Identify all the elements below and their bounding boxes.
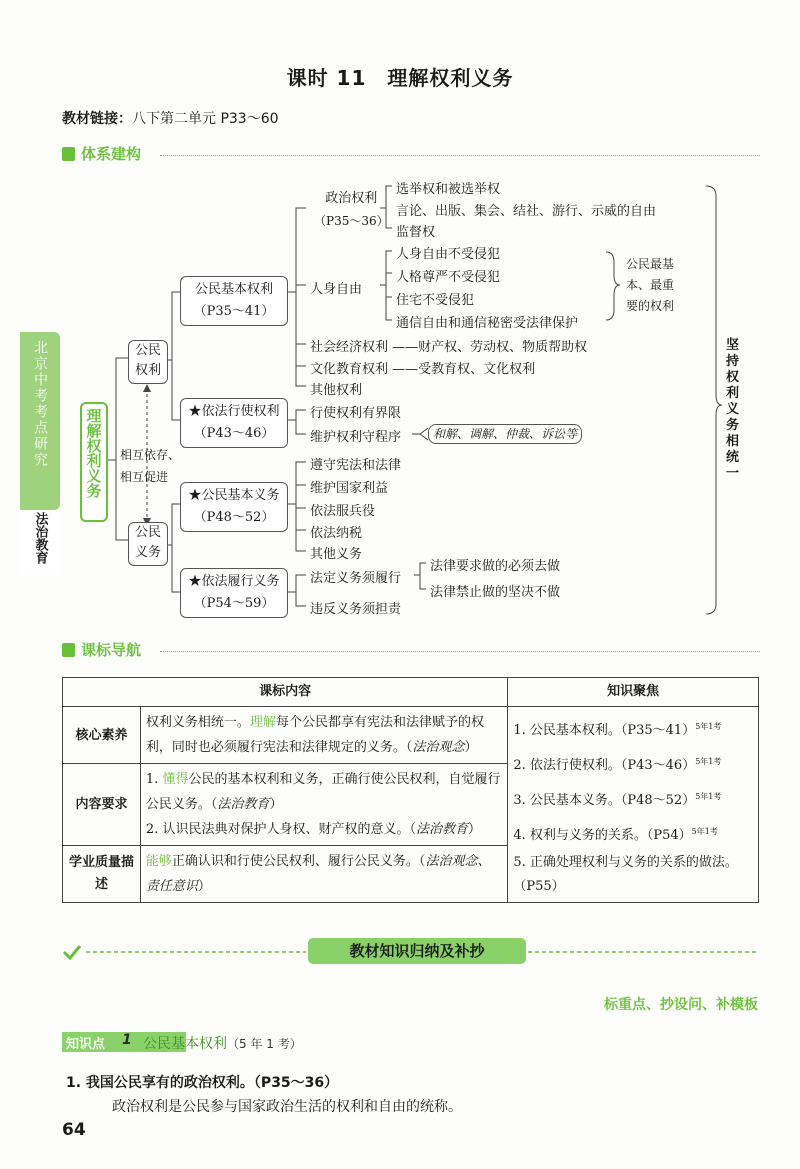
table-cell xyxy=(140,707,507,764)
political-node xyxy=(314,188,389,232)
row-label: 核心素养 xyxy=(63,707,141,764)
focus-sup: 5年1考 xyxy=(695,756,722,766)
social-rights: 社会经济权利 ——财产权、劳动权、物质帮助权 xyxy=(310,340,588,355)
knowledge-point-label: 知识点 xyxy=(66,1037,106,1052)
basic-duties-label: ★公民基本义务 xyxy=(188,488,280,503)
personal-node: 人身自由 xyxy=(310,282,363,297)
row-label: 内容要求 xyxy=(63,764,141,846)
cell-text: ） xyxy=(197,879,211,894)
personal-item-1: 人身自由不受侵犯 xyxy=(396,247,501,262)
cell-text: ） xyxy=(269,797,283,812)
duties-node xyxy=(128,522,168,566)
duty-item-1: 遵守宪法和法律 xyxy=(310,458,402,473)
tagline: 标重点、抄设问、补模板 xyxy=(604,997,758,1013)
relation-line-2: 相互促进 xyxy=(120,470,169,484)
focus-cell xyxy=(508,707,759,903)
focus-sup: 5年1考 xyxy=(691,826,718,836)
cell-text: 每个公民都享有宪法和法律赋予的权利，同时也必须履行宪法和法律规定的义务。（ xyxy=(145,715,484,755)
item-heading: 1. 我国公民享有的政治权利。（P35～36） xyxy=(66,1075,339,1091)
table-cell xyxy=(140,764,507,846)
lawful-rights-label: ★依法行使权利 xyxy=(188,404,280,419)
duties-node-label: 公民义务 xyxy=(134,525,161,560)
root-node-label: 理解权利义务 xyxy=(84,408,103,498)
pencil-icon xyxy=(62,643,75,657)
table-header-row xyxy=(63,678,759,707)
knowledge-point-count: （5 年 1 考） xyxy=(227,1037,302,1051)
page-title: 课时 11 理解权利义务 xyxy=(286,66,514,90)
cell-text: 权利义务相统一。 xyxy=(145,715,250,730)
textbook-link-value: 八下第二单元 P33～60 xyxy=(132,111,279,127)
culture-rights: 文化教育权利 ——受教育权、文化权利 xyxy=(310,362,536,377)
side-tab-lower-label: 法治教育 xyxy=(32,512,48,564)
table-cell xyxy=(140,846,507,903)
cell-text: ） xyxy=(464,740,478,755)
focus-text: 1. 公民基本权利。（P35～41） xyxy=(513,722,696,738)
political-item-1: 选举权和被选举权 xyxy=(396,182,501,197)
focus-item xyxy=(513,711,753,746)
curriculum-table xyxy=(62,677,759,903)
focus-text: 4. 权利与义务的关系。（P54） xyxy=(513,827,692,843)
focus-item xyxy=(513,781,753,816)
duty-item-5: 其他义务 xyxy=(310,547,363,562)
item-body: 政治权利是公民参与国家政治生活的权利和自由的统称。 xyxy=(112,1099,462,1115)
focus-sup: 5年1考 xyxy=(695,791,722,801)
exercise-limit: 行使权利有界限 xyxy=(310,406,402,421)
section-curriculum-heading xyxy=(62,639,141,660)
cell-italic: 法治观念、责任意识 xyxy=(145,854,491,894)
cell-text: ） xyxy=(467,822,481,837)
knowledge-point-number: 1 xyxy=(122,1032,132,1048)
personal-note-line-2: 本、最重 xyxy=(626,278,675,292)
rights-node xyxy=(128,340,168,384)
political-item-2: 言论、出版、集会、结社、游行、示威的自由 xyxy=(396,204,657,219)
side-tab-upper-label: 北京中考考点研究 xyxy=(32,340,48,468)
section-curriculum-label: 课标导航 xyxy=(81,641,142,659)
other-rights: 其他权利 xyxy=(310,383,363,398)
defend-procedure: 维护权利守程序 xyxy=(310,430,402,445)
divider xyxy=(160,651,760,653)
basic-duties-node xyxy=(180,482,288,532)
focus-item xyxy=(513,816,753,851)
cell-italic: 法治观念 xyxy=(412,740,465,755)
focus-item xyxy=(513,746,753,781)
lawful-duties-pages: （P54～59） xyxy=(193,596,275,611)
cell-text: 2. 认识民法典对保护人身权、财产权的意义。（ xyxy=(145,822,416,837)
lawful-duties-node xyxy=(180,568,288,618)
personal-note-line-1: 公民最基 xyxy=(626,257,675,271)
fulfill-node: 法定义务须履行 xyxy=(310,571,402,586)
row-label: 学业质量描述 xyxy=(63,846,141,903)
basic-rights-node xyxy=(180,276,288,326)
focus-text: 5. 正确处理权利与义务的关系的做法。（P55） xyxy=(513,854,738,894)
cell-italic: 法治教育 xyxy=(415,822,468,837)
textbook-link-label: 教材链接： xyxy=(62,111,132,127)
duty-item-2: 维护国家利益 xyxy=(310,481,389,496)
lawful-rights-pages: （P43～46） xyxy=(193,426,275,441)
highlight-text: 懂得 xyxy=(162,772,189,787)
personal-note xyxy=(626,254,674,317)
lawful-rights-node xyxy=(180,398,288,448)
defend-items: 和解、调解、仲裁、诉讼等 xyxy=(428,424,582,444)
cell-text: 公民的基本权利和义务，正确行使公民权利，自觉履行公民义务。（ xyxy=(145,772,501,812)
highlight-text: 能够 xyxy=(145,854,172,869)
violate-node: 违反义务须担责 xyxy=(310,602,402,617)
table-header-cell: 知识聚焦 xyxy=(508,678,759,707)
political-pages: （P35～36） xyxy=(314,214,389,228)
personal-item-3: 住宅不受侵犯 xyxy=(396,293,475,308)
table-header-cell: 课标内容 xyxy=(63,678,508,707)
rights-node-label: 公民权利 xyxy=(134,343,161,378)
political-label: 政治权利 xyxy=(325,191,378,206)
political-item-3: 监督权 xyxy=(396,225,436,240)
focus-text: 2. 依法行使权利。（P43～46） xyxy=(513,757,696,773)
personal-item-4: 通信自由和通信秘密受法律保护 xyxy=(396,316,579,331)
basic-rights-label: 公民基本权利 xyxy=(194,282,273,297)
focus-sup: 5年1考 xyxy=(695,721,722,731)
basic-duties-pages: （P48～52） xyxy=(193,510,275,525)
fulfill-item-2: 法律禁止做的坚决不做 xyxy=(430,585,561,600)
fulfill-item-1: 法律要求做的必须去做 xyxy=(430,559,561,574)
highlight-text: 理解 xyxy=(249,715,276,730)
relation-line-1: 相互依存、 xyxy=(120,448,181,462)
knowledge-point-title-text: 公民基本权利 xyxy=(143,1036,227,1052)
duty-item-4: 依法纳税 xyxy=(310,526,363,541)
cell-text: 正确认识和行使公民权利、履行公民义务。（ xyxy=(171,854,426,869)
personal-item-2: 人格尊严不受侵犯 xyxy=(396,270,501,285)
duty-item-3: 依法服兵役 xyxy=(310,504,376,519)
section-banner: 教材知识归纳及补抄 xyxy=(308,938,526,964)
lawful-duties-label: ★依法履行义务 xyxy=(188,574,280,589)
focus-text: 3. 公民基本义务。（P48～52） xyxy=(513,792,696,808)
personal-note-line-3: 要的权利 xyxy=(626,299,675,313)
section-system-label: 体系建构 xyxy=(81,145,142,163)
knowledge-point-title xyxy=(143,1033,302,1053)
root-node xyxy=(80,402,108,522)
page-number: 64 xyxy=(62,1120,86,1140)
cell-text: 1. xyxy=(145,772,159,787)
table-row xyxy=(63,707,759,764)
basic-rights-pages: （P35～41） xyxy=(193,304,275,319)
cell-italic: 法治教育 xyxy=(217,797,270,812)
focus-item xyxy=(513,851,753,899)
unity-principle: 坚持权利义务相统一 xyxy=(726,338,740,481)
